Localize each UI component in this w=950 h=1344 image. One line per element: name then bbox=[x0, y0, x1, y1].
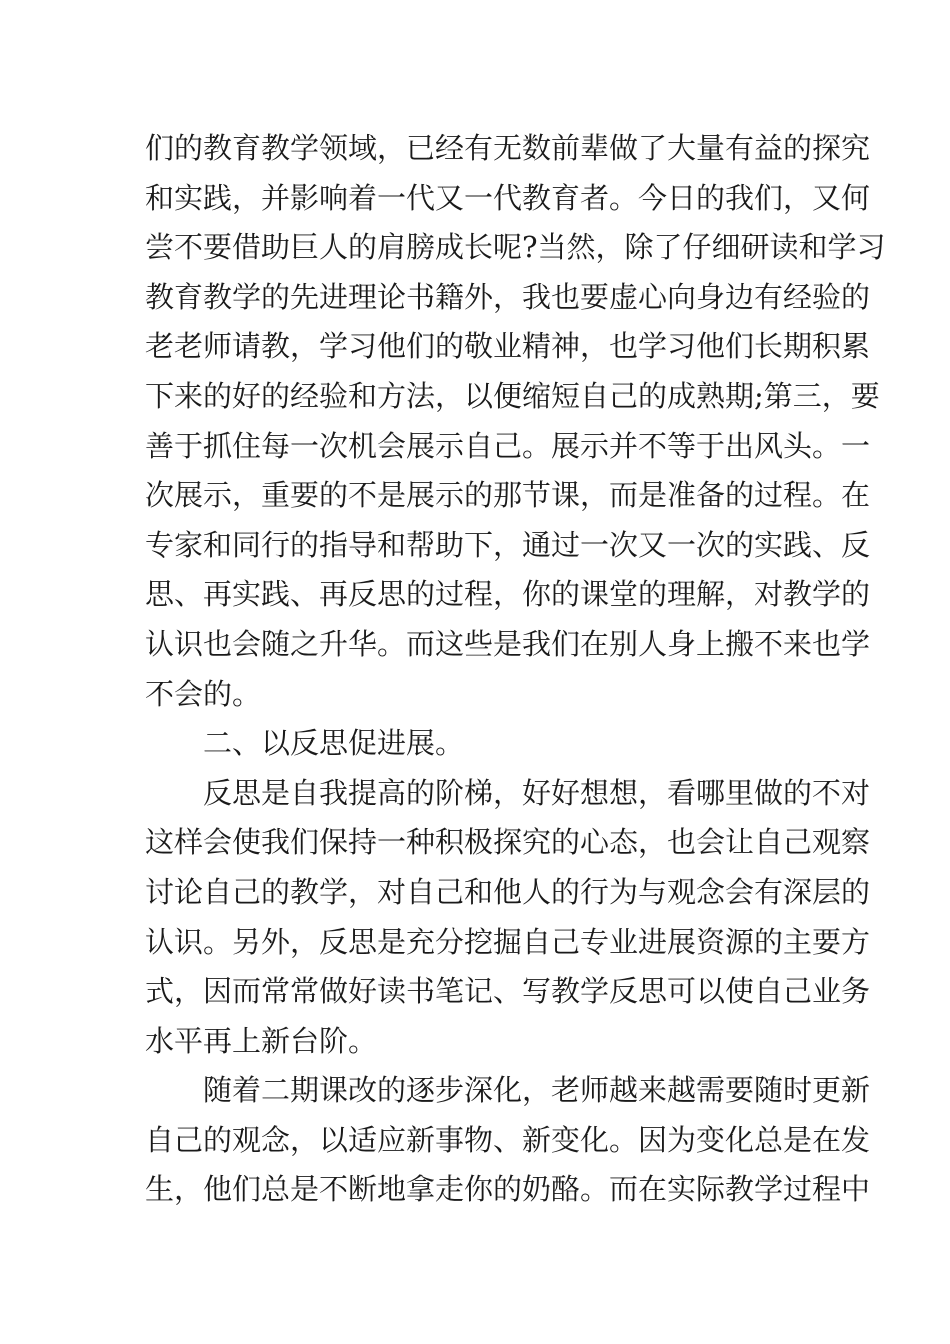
text-line: 式，因而常常做好读书笔记、写教学反思可以使自己业务 bbox=[145, 974, 871, 1009]
text-line: 们的教育教学领域，已经有无数前辈做了大量有益的探究 bbox=[145, 131, 871, 165]
text-line: 生，他们总是不断地拿走你的奶酪。而在实际教学过程中 bbox=[145, 1172, 871, 1207]
text-line: 尝不要借助巨人的肩膀成长呢?当然，除了仔细研读和学习 bbox=[145, 230, 886, 265]
text-line: 不会的。 bbox=[145, 676, 262, 711]
text-line: 教育教学的先进理论书籍外，我也要虚心向身边有经验的 bbox=[145, 279, 871, 314]
text-line: 老老师请教，学习他们的敬业精神，也学习他们长期积累 bbox=[145, 329, 871, 364]
text-line: 自己的观念，以适应新事物、新变化。因为变化总是在发 bbox=[145, 1122, 871, 1157]
text-line: 讨论自己的教学，对自己和他人的行为与观念会有深层的 bbox=[145, 874, 871, 909]
text-line: 专家和同行的指导和帮助下，通过一次又一次的实践、反 bbox=[145, 527, 871, 562]
document-body bbox=[145, 124, 886, 1215]
text-line: 认识也会随之升华。而这些是我们在别人身上搬不来也学 bbox=[145, 626, 871, 661]
text-line: 这样会使我们保持一种积极探究的心态，也会让自己观察 bbox=[145, 825, 871, 860]
text-line: 善于抓住每一次机会展示自己。展示并不等于出风头。一 bbox=[145, 428, 871, 463]
text-line: 思、再实践、再反思的过程，你的课堂的理解，对教学的 bbox=[145, 577, 871, 612]
text-line: 和实践，并影响着一代又一代教育者。今日的我们，又何 bbox=[145, 180, 871, 215]
section-heading: 二、以反思促进展。 bbox=[203, 726, 465, 761]
text-line: 反思是自我提高的阶梯，好好想想，看哪里做的不对 bbox=[203, 775, 871, 810]
text-line: 随着二期课改的逐步深化，老师越来越需要随时更新 bbox=[203, 1073, 871, 1108]
text-line: 认识。另外，反思是充分挖掘自己专业进展资源的主要方 bbox=[145, 924, 871, 959]
text-line: 次展示，重要的不是展示的那节课，而是准备的过程。在 bbox=[145, 478, 871, 513]
text-line: 水平再上新台阶。 bbox=[145, 1023, 378, 1058]
text-line: 下来的好的经验和方法，以便缩短自己的成熟期;第三，要 bbox=[145, 378, 880, 413]
